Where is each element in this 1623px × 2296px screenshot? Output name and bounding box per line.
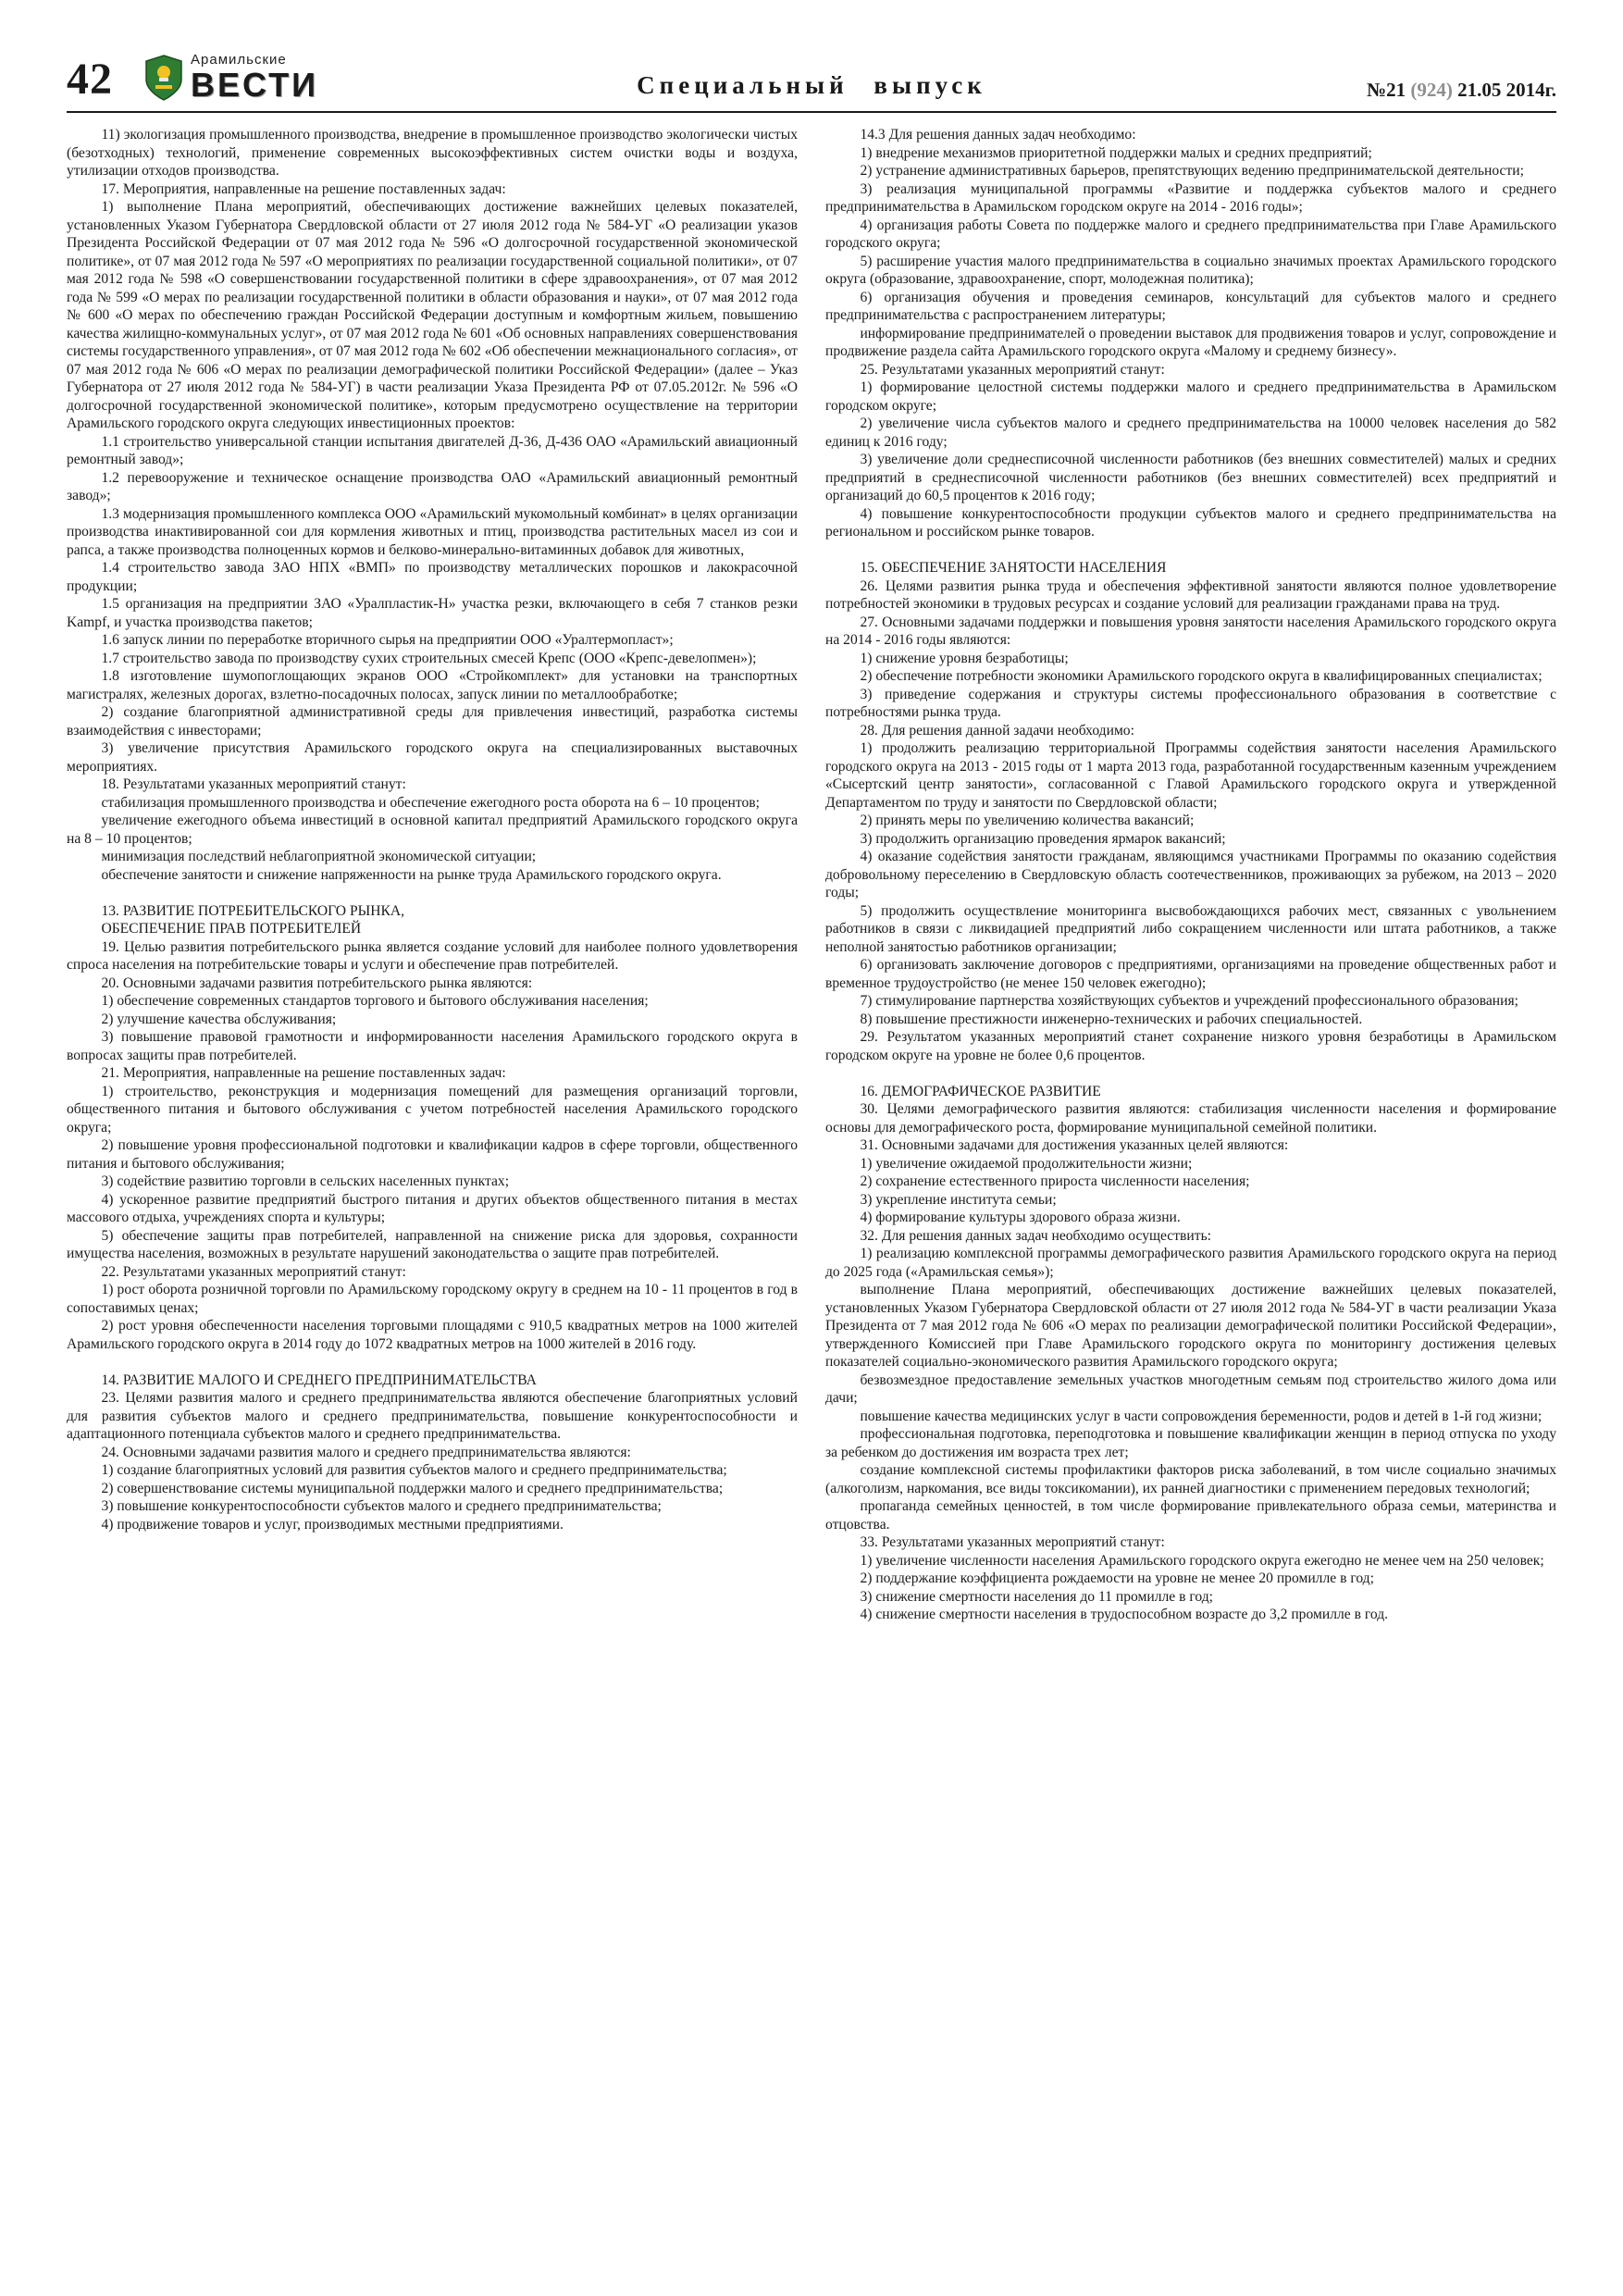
paragraph: 3) увеличение доли среднесписочной численности работников (без внешних совместителей) малых и средних предприятий в среднесписочной численности работников (без внешних совместителей) всех предприятий и организаций до 60,5 процентов к 2016 году; <box>825 452 1556 503</box>
paragraph: выполнение Плана мероприятий, обеспечивающих достижение важнейших целевых показателей, установленных Указом Губернатора Свердловской области от 27 июля 2012 года № 584-УГ в части реализации Указа Президента от 7 мая 2012 года № 606 «О мерах по реализации демографической политики Российской Федерации», утвержденного Комиссией при Главе Арамильского городского округа по мониторингу достижения целевых показателей социально-экономического развития Арамильского городского округа; <box>825 1282 1556 1370</box>
paragraph: 3) повышение конкурентоспособности субъектов малого и среднего предпринимательства; <box>101 1498 662 1514</box>
paragraph: 20. Основными задачами развития потребительского рынка являются: <box>101 974 533 991</box>
paragraph: 14.3 Для решения данных задач необходимо: <box>860 127 1136 143</box>
paragraph: 1.8 изготовление шумопоглощающих экранов ООО «Стройкомплект» для установки на транспортных магистралях, железных дорогах, взлетно-посадочных полосах, запуск линии по металлообработке; <box>67 668 798 702</box>
paragraph: 1) реализацию комплексной программы демографического развития Арамильского городского округа на период до 2025 года («Арамильская семья»); <box>825 1246 1556 1280</box>
paragraph: 4) организация работы Совета по поддержке малого и среднего предпринимательства при Главе Арамильского городского округа; <box>825 217 1556 251</box>
paragraph: 5) обеспечение защиты прав потребителей, направленной на снижение риска для здоровья, сохранности имущества населения, возможных в результате нарушений законодательства о защите прав потребителей. <box>67 1227 798 1261</box>
paragraph: 4) ускоренное развитие предприятий быстрого питания и других объектов общественного питания в местах массового отдыха, учреждениях спорта и культуры; <box>67 1191 798 1225</box>
paragraph: 32. Для решения данных задач необходимо осуществить: <box>860 1227 1212 1244</box>
paragraph: 2) поддержание коэффициента рождаемости на уровне не менее 20 промилле в год; <box>860 1570 1374 1586</box>
paragraph: 1.3 модернизация промышленного комплекса ООО «Арамильский мукомольный комбинат» в целях организации производства инактивированной сои для кормления животных и птиц, производства растительных масел из сои и рапса, а также производства полноценных кормов и белково-минерально-витаминных добавок для животных, <box>67 505 798 558</box>
paragraph: 17. Мероприятия, направленные на решение поставленных задач: <box>101 180 506 197</box>
paragraph: 4) снижение смертности населения в трудоспособном возрасте до 3,2 промилле в год. <box>860 1607 1389 1622</box>
paragraph: стабилизация промышленного производства и обеспечение ежегодного роста оборота на 6 – 10 процентов; <box>101 794 760 811</box>
paragraph: безвозмездное предоставление земельных участков многодетным семьям под строительство жилого дома или дачи; <box>825 1371 1556 1406</box>
coat-of-arms-icon <box>144 54 183 102</box>
paragraph: повышение качества медицинских услуг в части сопровождения беременности, родов и детей в 1-й год жизни; <box>860 1408 1542 1424</box>
paragraph: 5) расширение участия малого предпринимательства в социально значимых проектах Арамильского городского округа (образование, здравоохранение, спорт, молодежная политика); <box>825 253 1556 287</box>
paragraph: 1) рост оборота розничной торговли по Арамильскому городскому округу в среднем на 10 - 11 процентов в год в сопоставимых ценах; <box>67 1282 798 1316</box>
issue-title: Специальный выпуск <box>637 71 986 99</box>
paragraph: 3) содействие развитию торговли в сельских населенных пунктах; <box>101 1173 510 1189</box>
paragraph: 25. Результатами указанных мероприятий станут: <box>860 361 1165 378</box>
paragraph: 1.6 запуск линии по переработке вторичного сырья на предприятии ООО «Уралтермопласт»; <box>101 632 674 648</box>
paragraph: 4) формирование культуры здорового образа жизни. <box>860 1210 1181 1225</box>
paragraph: 1) внедрение механизмов приоритетной поддержки малых и средних предприятий; <box>860 144 1372 161</box>
paragraph: 5) продолжить осуществление мониторинга высвобождающихся рабочих мест, связанных с увольнением работников в связи с ликвидацией предприятий либо сокращением численности или штата работников, а также неполной занятостью работников организации; <box>825 902 1556 955</box>
paragraph: 26. Целями развития рынка труда и обеспечения эффективной занятости являются полное удовлетворение потребностей экономики в трудовых ресурсах и создание условий для реализации гражданами права на труд. <box>825 577 1556 612</box>
paragraph: 2) рост уровня обеспеченности населения торговыми площадями с 910,5 квадратных метров на 1000 жителей Арамильского городского округа в 2014 году до 1072 квадратных метров на 1000 жителей в 2016 году. <box>67 1318 798 1352</box>
paragraph: 1.4 строительство завода ЗАО НПХ «ВМП» по производству металлических порошков и лакокрасочной продукции; <box>67 560 798 594</box>
paragraph: 1.7 строительство завода по производству сухих строительных смесей Крепс (ООО «Крепс-девелопмен»); <box>101 650 757 666</box>
paragraph: 28. Для решения данной задачи необходимо: <box>860 722 1134 738</box>
paragraph: 2) устранение административных барьеров, препятствующих ведению предпринимательской деятельности; <box>860 163 1524 179</box>
paragraph: 1) снижение уровня безработицы; <box>860 650 1069 666</box>
logo-bottom-text: ВЕСТИ <box>191 66 318 104</box>
paragraph: 3) приведение содержания и структуры системы профессионального образования в соответствие с потребностями рынка труда. <box>825 686 1556 720</box>
paragraph: 2) улучшение качества обслуживания; <box>101 1011 337 1027</box>
paragraph: 4) оказание содействия занятости гражданам, являющимся участниками Программы по оказанию содействия добровольному переселению в Свердловскую область соотечественников, проживающих за рубежом, на 2013 – 2020 годы; <box>825 849 1556 900</box>
paragraph: 4) продвижение товаров и услуг, производимых местными предприятиями. <box>101 1516 564 1533</box>
paragraph: 3) повышение правовой грамотности и информированности населения Арамильского городского округа в вопросах защиты прав потребителей. <box>67 1029 798 1063</box>
paragraph: 3) увеличение присутствия Арамильского городского округа на специализированных выставочных мероприятиях. <box>67 740 798 775</box>
logo-text <box>191 53 318 102</box>
right-column <box>825 126 1556 1624</box>
paragraph: 2) принять меры по увеличению количества вакансий; <box>860 813 1195 828</box>
paragraph: 15. ОБЕСПЕЧЕНИЕ ЗАНЯТОСТИ НАСЕЛЕНИЯ <box>860 560 1167 576</box>
paragraph: 22. Результатами указанных мероприятий станут: <box>101 1263 406 1280</box>
paragraph: 2) повышение уровня профессиональной подготовки и квалификации кадров в сфере торговли, общественного питания и бытового обслуживания; <box>67 1137 798 1172</box>
paragraph: 1) формирование целостной системы поддержки малого и среднего предпринимательства в Арамильском городском округе; <box>825 379 1556 414</box>
left-column <box>67 126 798 1624</box>
paragraph: 8) повышение престижности инженерно-технических и рабочих специальностей. <box>860 1011 1363 1027</box>
paragraph: 18. Результатами указанных мероприятий станут: <box>101 776 406 792</box>
paragraph: пропаганда семейных ценностей, в том числе формирование привлекательного образа семьи, материнства и отцовства. <box>825 1498 1556 1533</box>
paragraph: 6) организация обучения и проведения семинаров, консультаций для субъектов малого и среднего предпринимательства с распространением литературы; <box>825 289 1556 323</box>
issue-number: №21 <box>1366 79 1406 101</box>
paragraph: 3) снижение смертности населения до 11 промилле в год; <box>860 1588 1213 1605</box>
paragraph: 2) создание благоприятной административной среды для привлечения инвестиций, разработка системы взаимодействия с инвесторами; <box>67 704 798 738</box>
paragraph: 3) укрепление института семьи; <box>860 1191 1057 1208</box>
paragraph: 1.5 организация на предприятии ЗАО «Уралпластик-Н» участка резки, включающего в себя 7 станков резки Kampf, и участка производства пакетов; <box>67 596 798 630</box>
paragraph: 29. Результатом указанных мероприятий станет сохранение низкого уровня безработицы в Арамильском городском округе на уровне не более 0,6 процентов. <box>825 1029 1556 1063</box>
paragraph: 2) совершенствование системы муниципальной поддержки малого и среднего предпринимательства; <box>101 1480 724 1496</box>
page-number: 42 <box>67 55 113 104</box>
paragraph: 31. Основными задачами для достижения указанных целей являются: <box>860 1137 1289 1153</box>
paragraph: 1) обеспечение современных стандартов торгового и бытового обслуживания населения; <box>101 993 649 1009</box>
paragraph: 33. Результатами указанных мероприятий станут: <box>860 1534 1165 1550</box>
paragraph: информирование предпринимателей о проведении выставок для продвижения товаров и услуг, сопровождение и продвижение раздела сайта Арамильского городского округа «Малому и среднему бизнесу». <box>825 325 1556 359</box>
newspaper-logo <box>144 53 318 102</box>
paragraph: создание комплексной системы профилактики факторов риска заболеваний, в том числе социально значимых (алкоголизм, наркомания, все виды токсикомании), их ранней диагностики с применением передовых технологий; <box>825 1462 1556 1496</box>
paragraph: 3) реализация муниципальной программы «Развитие и поддержка субъектов малого и среднего предпринимательства в Арамильском городском округе на 2014 - 2016 годы»; <box>825 180 1556 215</box>
paragraph: 1) увеличение численности населения Арамильского городского округа ежегодно не менее чем на 250 человек; <box>860 1552 1544 1569</box>
paragraph: 27. Основными задачами поддержки и повышения уровня занятости населения Арамильского городского округа на 2014 - 2016 годы являются: <box>825 614 1556 648</box>
paragraph: 2) увеличение числа субъектов малого и среднего предпринимательства на 10000 человек населения до 582 единиц к 2016 году; <box>825 416 1556 450</box>
paragraph: 2) обеспечение потребности экономики Арамильского городского округа в квалифицированных специалистах; <box>860 668 1542 684</box>
issue-info <box>1367 79 1556 102</box>
text-columns <box>67 126 1556 1624</box>
paragraph: 14. РАЗВИТИЕ МАЛОГО И СРЕДНЕГО ПРЕДПРИНИМАТЕЛЬСТВА <box>101 1371 537 1388</box>
paragraph: 1) строительство, реконструкция и модернизация помещений для размещения организаций торговли, общественного питания и бытового обслуживания с учетом потребностей населения Арамильского городского округа; <box>67 1083 798 1136</box>
paragraph: 1) выполнение Плана мероприятий, обеспечивающих достижение важнейших целевых показателей, установленных Указом Губернатора Свердловской области от 27 июля 2012 года № 584-УГ «О реализации указов Президента Российской Федерации от 07 мая 2012 года № 596 «О долгосрочной государственной экономической политике», от 07 мая 2012 года № 597 «О мероприятиях по реализации государственной социальной политики», от 07 мая 2012 года № 598 «О совершенствовании государственной политики в сфере здравоохранения», от 07 мая 2012 года № 599 «О мерах по реализации государственной политики в области образования и науки», от 07 мая 2012 года № 600 «О мерах по обеспечению граждан Российской Федерации доступным и комфортным жильем, повышению качества жилищно-коммунальных услуг», от 07 мая 2012 года № 601 «Об основных направлениях совершенствования системы государственного управления», от 07 мая 2012 года № 602 «Об обеспечении межнационального согласия», от 07 мая 2012 года № 606 «О мерах по реализации демографической политики Российской Федерации» (далее – Указ Губернатора от 27 июля 2012 года № 584-УГ) в части реализации Указа Президента РФ от 07.05.2012г. № 596 «О долгосрочной государственной экономической политике», которым предусмотрено осуществление на территории Арамильского городского округа следующих инвестиционных проектов: <box>67 199 798 431</box>
paragraph: увеличение ежегодного объема инвестиций в основной капитал предприятий Арамильского городского округа на 8 – 10 процентов; <box>67 813 798 847</box>
paragraph: 6) организовать заключение договоров с предприятиями, организациями на проведение общественных работ и временное трудоустройство (не менее 150 человек ежегодно); <box>825 957 1556 991</box>
paragraph: обеспечение занятости и снижение напряженности на рынке труда Арамильского городского округа. <box>101 866 722 883</box>
paragraph: 24. Основными задачами развития малого и среднего предпринимательства являются: <box>101 1444 631 1460</box>
paragraph: 1.2 перевооружение и техническое оснащение производства ОАО «Арамильский авиационный ремонтный завод»; <box>67 469 798 503</box>
page-header <box>67 35 1556 113</box>
paragraph: 1) создание благоприятных условий для развития субъектов малого и среднего предпринимательства; <box>101 1462 727 1478</box>
issue-code: (924) <box>1410 79 1453 101</box>
paragraph: 30. Целями демографического развития являются: стабилизация численности населения и формирование основы для демографического роста, формирование муниципальной семейной политики. <box>825 1101 1556 1136</box>
paragraph: профессиональная подготовка, переподготовка и повышение квалификации женщин в период отпуска по уходу за ребенком до достижения им возраста трех лет; <box>825 1426 1556 1460</box>
paragraph: 21. Мероприятия, направленные на решение поставленных задач: <box>101 1065 506 1081</box>
paragraph: 1) увеличение ожидаемой продолжительности жизни; <box>860 1155 1193 1172</box>
issue-date: 21.05 2014г. <box>1457 79 1556 101</box>
paragraph: 7) стимулирование партнерства хозяйствующих субъектов и учреждений профессионального образования; <box>860 993 1518 1009</box>
paragraph: 4) повышение конкурентоспособности продукции субъектов малого и среднего предпринимательства на региональном и российском рынке товаров. <box>825 505 1556 540</box>
paragraph: 3) продолжить организацию проведения ярмарок вакансий; <box>860 830 1226 847</box>
paragraph: минимизация последствий неблагоприятной экономической ситуации; <box>101 849 537 864</box>
paragraph: 1.1 строительство универсальной станции испытания двигателей Д-36, Д-436 ОАО «Арамильский авиационный ремонтный завод»; <box>67 433 798 467</box>
paragraph: 13. РАЗВИТИЕ ПОТРЕБИТЕЛЬСКОГО РЫНКА, <box>101 902 405 919</box>
paragraph: 11) экологизация промышленного производства, внедрение в промышленное производство экологически чистых (безотходных) технологий, применение современных высокоэффективных систем очистки воды и воздуха, утилизации отходов производства. <box>67 127 798 179</box>
paragraph: ОБЕСПЕЧЕНИЕ ПРАВ ПОТРЕБИТЕЛЕЙ <box>101 921 362 937</box>
paragraph: 16. ДЕМОГРАФИЧЕСКОЕ РАЗВИТИЕ <box>860 1083 1101 1099</box>
logo-top-text: Арамильские <box>191 52 287 68</box>
paragraph: 19. Целью развития потребительского рынка является создание условий для наиболее полного удовлетворения спроса населения на потребительские товары и услуги и обеспечение прав потребителей. <box>67 938 798 973</box>
paragraph: 23. Целями развития малого и среднего предпринимательства являются обеспечение благоприятных условий для развития субъектов малого и среднего предпринимательства, повышение конкурентоспособности и адаптационного потенциала субъектов малого и среднего предпринимательства. <box>67 1390 798 1442</box>
paragraph: 2) сохранение естественного прироста численности населения; <box>860 1173 1250 1189</box>
paragraph: 1) продолжить реализацию территориальной Программы содействия занятости населения Арамильского городского округа на 2013 - 2015 годы от 1 марта 2013 года, разработанной государственным казенным учреждением «Сысертский центр занятости», согласованной с Главой Арамильского городского округа и утвержденной Департаментом по труду и занятости по Свердловской области; <box>825 740 1556 811</box>
